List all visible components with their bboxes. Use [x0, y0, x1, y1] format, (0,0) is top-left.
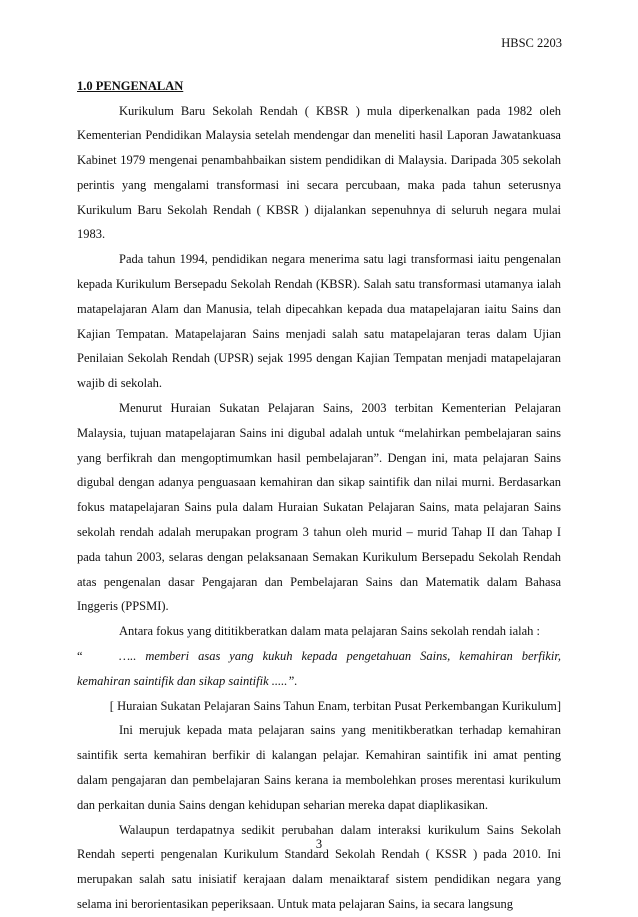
section-heading: 1.0 PENGENALAN [77, 79, 184, 93]
document-body [77, 74, 561, 917]
quote-text: ….. memberi asas yang kukuh kepada pengetahuan Sains, kemahiran berfikir, kemahiran saintifik dan sikap saintifik .....”. [77, 649, 561, 688]
body-paragraph: Kurikulum Baru Sekolah Rendah ( KBSR ) mula diperkenalkan pada 1982 oleh Kementerian Pendidikan Malaysia setelah mendengar dan meneliti hasil Laporan Jawatankuasa Kabinet 1979 mengenai penambahbaikan sistem pendidikan di Malaysia. Daripada 305 sekolah perintis yang mengalami transformasi ini secara percubaan, maka pada tahun seterusnya Kurikulum Baru Sekolah Rendah ( KBSR ) dijalankan sepenuhnya di seluruh negara mulai 1983. [77, 103, 561, 242]
body-paragraph: Pada tahun 1994, pendidikan negara menerima satu lagi transformasi iaitu pengenalan kepada Kurikulum Bersepadu Sekolah Rendah (KBSR). Salah satu transformasi utamanya ialah matapelajaran Alam dan Manusia, telah dipecahkan kepada dua matapelajaran iaitu Sains dan Kajian Tempatan. Matapelajaran Sains menjadi salah satu matapelajaran teras dalam Ujian Penilaian Sekolah Rendah (UPSR) sejak 1995 dengan Kajian Tempatan menjadi matapelajaran wajib di sekolah. [77, 252, 561, 391]
block-quote [77, 644, 561, 694]
body-paragraph: Menurut Huraian Sukatan Pelajaran Sains, 2003 terbitan Kementerian Pelajaran Malaysia, tujuan matapelajaran Sains ini digubal adalah untuk “melahirkan pembelajaran sains yang berfikrah dan mengoptimumkan hasil pembelajaran”. Dengan ini, mata pelajaran Sains digubal dengan adanya penguasaan kemahiran dan sikap saintifik dan nilai murni. Berdasarkan fokus matapelajaran Sains pula dalam Huraian Sukatan Pelajaran Sains, mata pelajaran Sains sekolah rendah adalah merupakan program 3 tahun oleh murid – murid Tahap II dan Tahap I pada tahun 2003, selaras dengan pelaksanaan Semakan Kurikulum Bersepadu Sekolah Rendah atas pengenalan dasar Pengajaran dan Pembelajaran Sains dan Matematik dalam Bahasa Inggeris (PPSMI). [77, 401, 561, 614]
course-code-header: HBSC 2203 [501, 36, 562, 50]
quote-citation: [ Huraian Sukatan Pelajaran Sains Tahun Enam, terbitan Pusat Perkembangan Kurikulum] [109, 698, 561, 713]
body-paragraph: Antara fokus yang dititikberatkan dalam mata pelajaran Sains sekolah rendah ialah : [119, 624, 541, 639]
body-paragraph: Ini merujuk kepada mata pelajaran sains yang menitikberatkan terhadap kemahiran saintifik serta kemahiran berfikir di kalangan pelajar. Kemahiran saintifik ini amat penting dalam pengajaran dan pembelajaran Sains kerana ia membolehkan proses merentasi kurikulum dan perkaitan dunia Sains dengan kehidupan seharian mereka dapat diaplikasikan. [77, 723, 561, 812]
quote-open-mark: “ [77, 649, 83, 664]
page-number: 3 [315, 837, 323, 851]
body-paragraph: Walaupun terdapatnya sedikit perubahan dalam interaksi kurikulum Sains Sekolah Rendah seperti pengenalan Kurikulum Standard Sekolah Rendah ( KSSR ) pada 2010. Ini merupakan salah satu inisiatif kerajaan dalam menaiktaraf sistem pendidikan negara yang selama ini berorientasikan peperiksaan. Untuk mata pelajaran Sains, ia secara langsung [77, 822, 561, 911]
